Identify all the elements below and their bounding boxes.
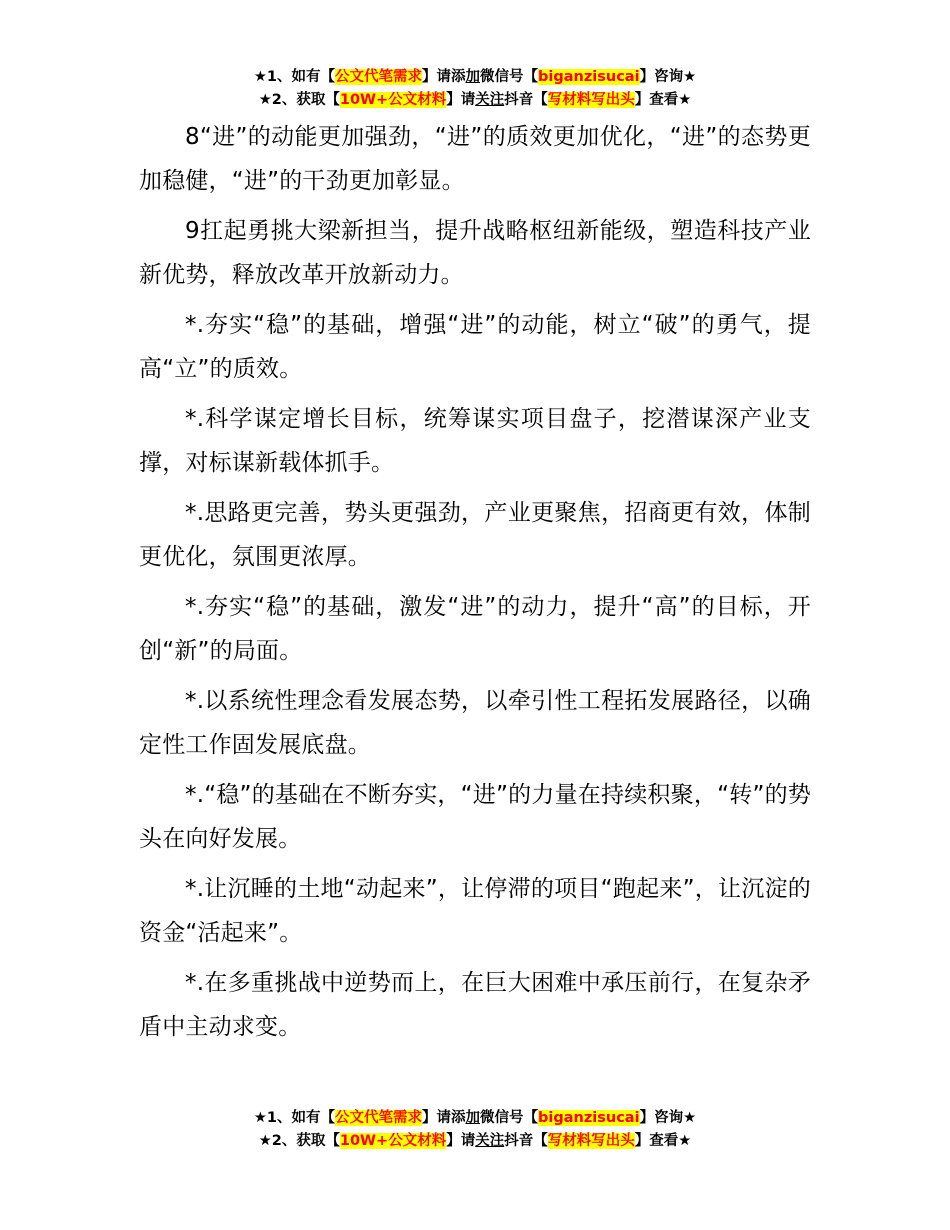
highlight-douyin-account: 写材料写出头: [547, 1133, 635, 1149]
banner-line-2: [0, 89, 950, 112]
banner-text: 】咨询★: [639, 1110, 697, 1126]
banner-text: ★2、获取【: [258, 1133, 340, 1149]
paragraph: *.让沉睡的土地“动起来”，让停滞的项目“跑起来”，让沉淀的资金“活起来”。: [139, 876, 811, 946]
banner-line-2: [0, 1130, 950, 1153]
banner-underlined-text: 加: [465, 69, 481, 85]
banner-underlined-text: 加: [465, 1110, 481, 1126]
banner-text: 】查看★: [634, 1133, 692, 1149]
highlight-service: 公文代笔需求: [335, 69, 423, 85]
highlight-service: 公文代笔需求: [335, 1110, 423, 1126]
highlight-materials: 10W+公文材料: [339, 92, 447, 108]
banner-text: 】咨询★: [639, 69, 697, 85]
highlight-douyin-account: 写材料写出头: [547, 92, 635, 108]
banner-underlined-text: 关注: [475, 92, 505, 108]
header-banner: [0, 66, 950, 112]
paragraph: *.夯实“稳”的基础，增强“进”的动能，树立“破”的勇气，提高“立”的质效。: [139, 312, 811, 382]
paragraph: 9扛起勇挑大梁新担当，提升战略枢纽新能级，塑造科技产业新优势，释放改革开放新动力。: [139, 218, 811, 288]
banner-text: 】请: [446, 92, 476, 108]
banner-text: 】查看★: [634, 92, 692, 108]
paragraph: *.思路更完善，势头更强劲，产业更聚焦，招商更有效，体制更优化，氛围更浓厚。: [139, 500, 811, 570]
paragraph: *.夯实“稳”的基础，激发“进”的动力，提升“高”的目标，开创“新”的局面。: [139, 594, 811, 664]
banner-text: ★2、获取【: [258, 92, 340, 108]
footer-banner: [0, 1107, 950, 1153]
banner-text: 抖音【: [504, 1133, 548, 1149]
banner-text: 】请: [446, 1133, 476, 1149]
banner-text: 抖音【: [504, 92, 548, 108]
banner-line-1: [0, 66, 950, 89]
paragraph: *.科学谋定增长目标，统筹谋实项目盘子，挖潜谋深产业支撑，对标谋新载体抓手。: [139, 406, 811, 476]
banner-text: ★1、如有【: [253, 1110, 336, 1126]
paragraph: *.以系统性理念看发展态势，以牵引性工程拓发展路径，以确定性工作固发展底盘。: [139, 688, 811, 758]
document-body: [139, 115, 811, 1055]
banner-text: 】请添: [422, 69, 466, 85]
banner-underlined-text: 关注: [475, 1133, 505, 1149]
banner-line-1: [0, 1107, 950, 1130]
banner-text: 微信号【: [480, 69, 539, 85]
paragraph: *.“稳”的基础在不断夯实，“进”的力量在持续积聚，“转”的势头在向好发展。: [139, 782, 811, 852]
highlight-materials: 10W+公文材料: [339, 1133, 447, 1149]
banner-text: 】请添: [422, 1110, 466, 1126]
highlight-wechat-id: biganzisucai: [538, 1110, 640, 1126]
paragraph: 8“进”的动能更加强劲，“进”的质效更加优化，“进”的态势更加稳健，“进”的干劲更加彰显。: [139, 124, 811, 194]
banner-text: 微信号【: [480, 1110, 539, 1126]
banner-text: ★1、如有【: [253, 69, 336, 85]
paragraph: *.在多重挑战中逆势而上，在巨大困难中承压前行，在复杂矛盾中主动求变。: [139, 970, 811, 1040]
highlight-wechat-id: biganzisucai: [538, 69, 640, 85]
